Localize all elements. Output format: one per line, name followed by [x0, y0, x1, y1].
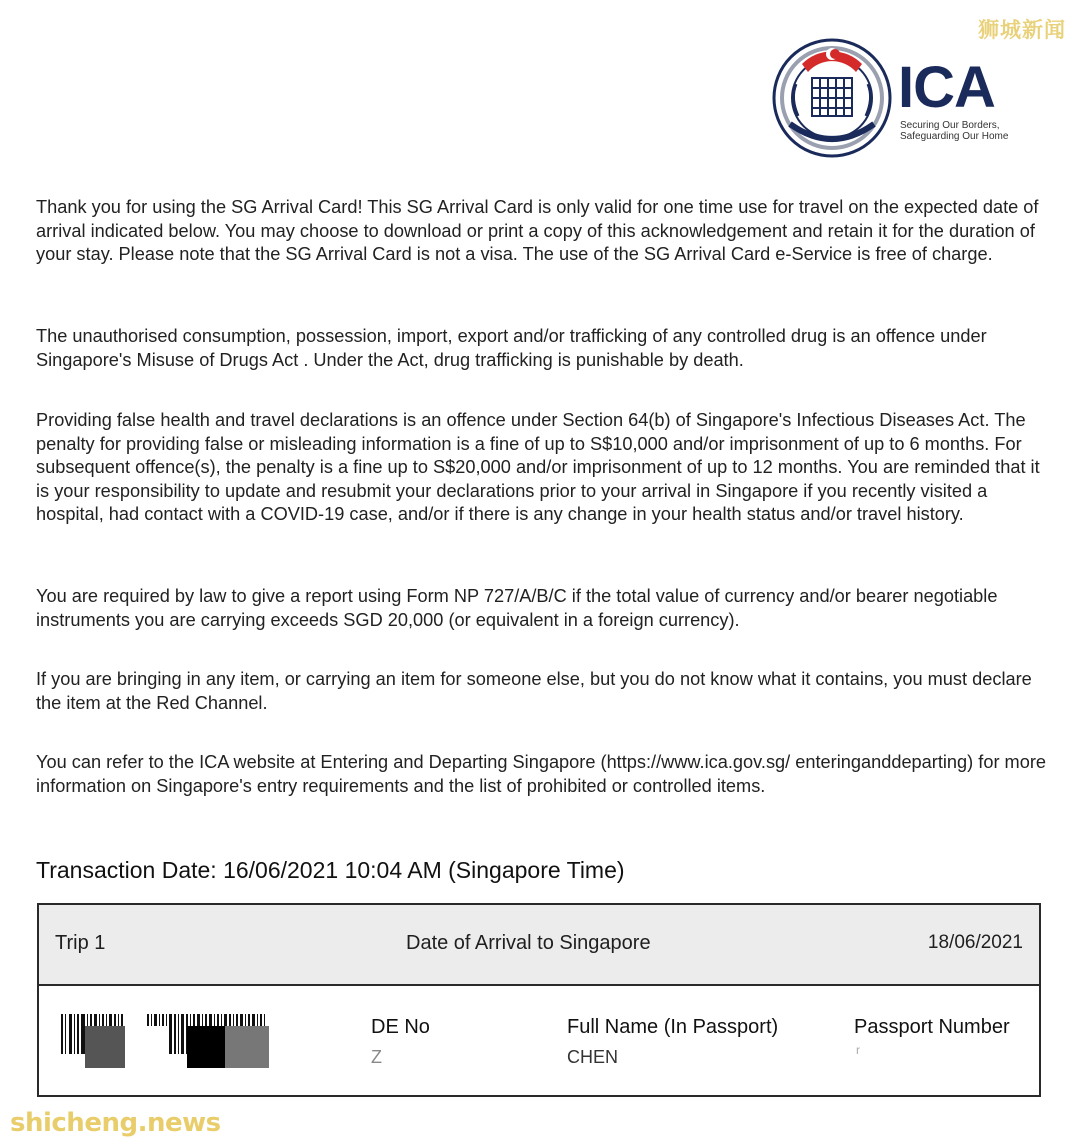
transaction-date: Transaction Date: 16/06/2021 10:04 AM (Singapore Time)	[36, 857, 625, 883]
ica-seal-icon	[770, 34, 895, 164]
arrival-label: Date of Arrival to Singapore	[406, 932, 651, 954]
health-declaration-paragraph: Providing false health and travel declarations is an offence under Section 64(b) of Singapore's Infectious Diseases Act. The penalty for providing false or misleading information is a fine of up to S$10,000 and/or imprisonment of up to 6 months. For subsequent offence(s), the penalty is a fine up to S$20,000 and/or imprisonment of up to 12 months. You are reminded that it is your responsibility to update and resubmit your declarations prior to your arrival in Singapore if you recently visited a hospital, had contact with a COVID-19 case, and/or if there is any change in your health status and/or travel history.	[36, 410, 1040, 524]
ica-website-paragraph: You can refer to the ICA website at Entering and Departing Singapore (https://www.ica.gov.sg/ enteringanddeparting) for more information on Singapore's entry requirements and the list of prohibited or controlled items.	[36, 752, 1046, 796]
trip-label: Trip 1	[55, 932, 106, 954]
de-no-value: Z	[371, 1047, 382, 1067]
red-channel-paragraph: If you are bringing in any item, or carrying an item for someone else, but you do not know what it contains, you must declare the item at the Red Channel.	[36, 669, 1032, 713]
full-name-value: CHEN	[567, 1047, 619, 1067]
drug-warning-paragraph: The unauthorised consumption, possession, import, export and/or trafficking of any controlled drug is an offence under Singapore's Misuse of Drugs Act . Under the Act, drug trafficking is punishable by death.	[36, 326, 987, 370]
currency-paragraph: You are required by law to give a report using Form NP 727/A/B/C if the total value of currency and/or bearer negotiable instruments you are carrying exceeds SGD 20,000 (or equivalent in a foreign currency).	[36, 586, 998, 630]
intro-paragraph: Thank you for using the SG Arrival Card! This SG Arrival Card is only valid for one time use for travel on the expected date of arrival indicated below. You may choose to download or print a copy of this acknowledgement and retain it for the duration of your stay. Please note that the SG Arrival Card is not a visa. The use of the SG Arrival Card e-Service is free of charge.	[36, 197, 1039, 264]
de-no-label: DE No	[371, 1016, 430, 1038]
watermark-top: 狮城新闻	[978, 18, 1066, 42]
ica-logo	[770, 34, 1020, 164]
ica-tagline: Securing Our Borders, Safeguarding Our Home	[900, 120, 1009, 142]
barcode-icon	[61, 1014, 271, 1068]
full-name-label: Full Name (In Passport)	[567, 1016, 779, 1038]
ica-wordmark: ICA	[898, 55, 995, 120]
passport-number-value: r	[856, 1043, 860, 1057]
trip-header	[39, 905, 1039, 986]
arrival-date: 18/06/2021	[927, 932, 1023, 953]
passport-number-label: Passport Number	[854, 1016, 1010, 1038]
watermark-bottom: shicheng.news	[10, 1108, 221, 1138]
trip-card	[37, 903, 1041, 1097]
